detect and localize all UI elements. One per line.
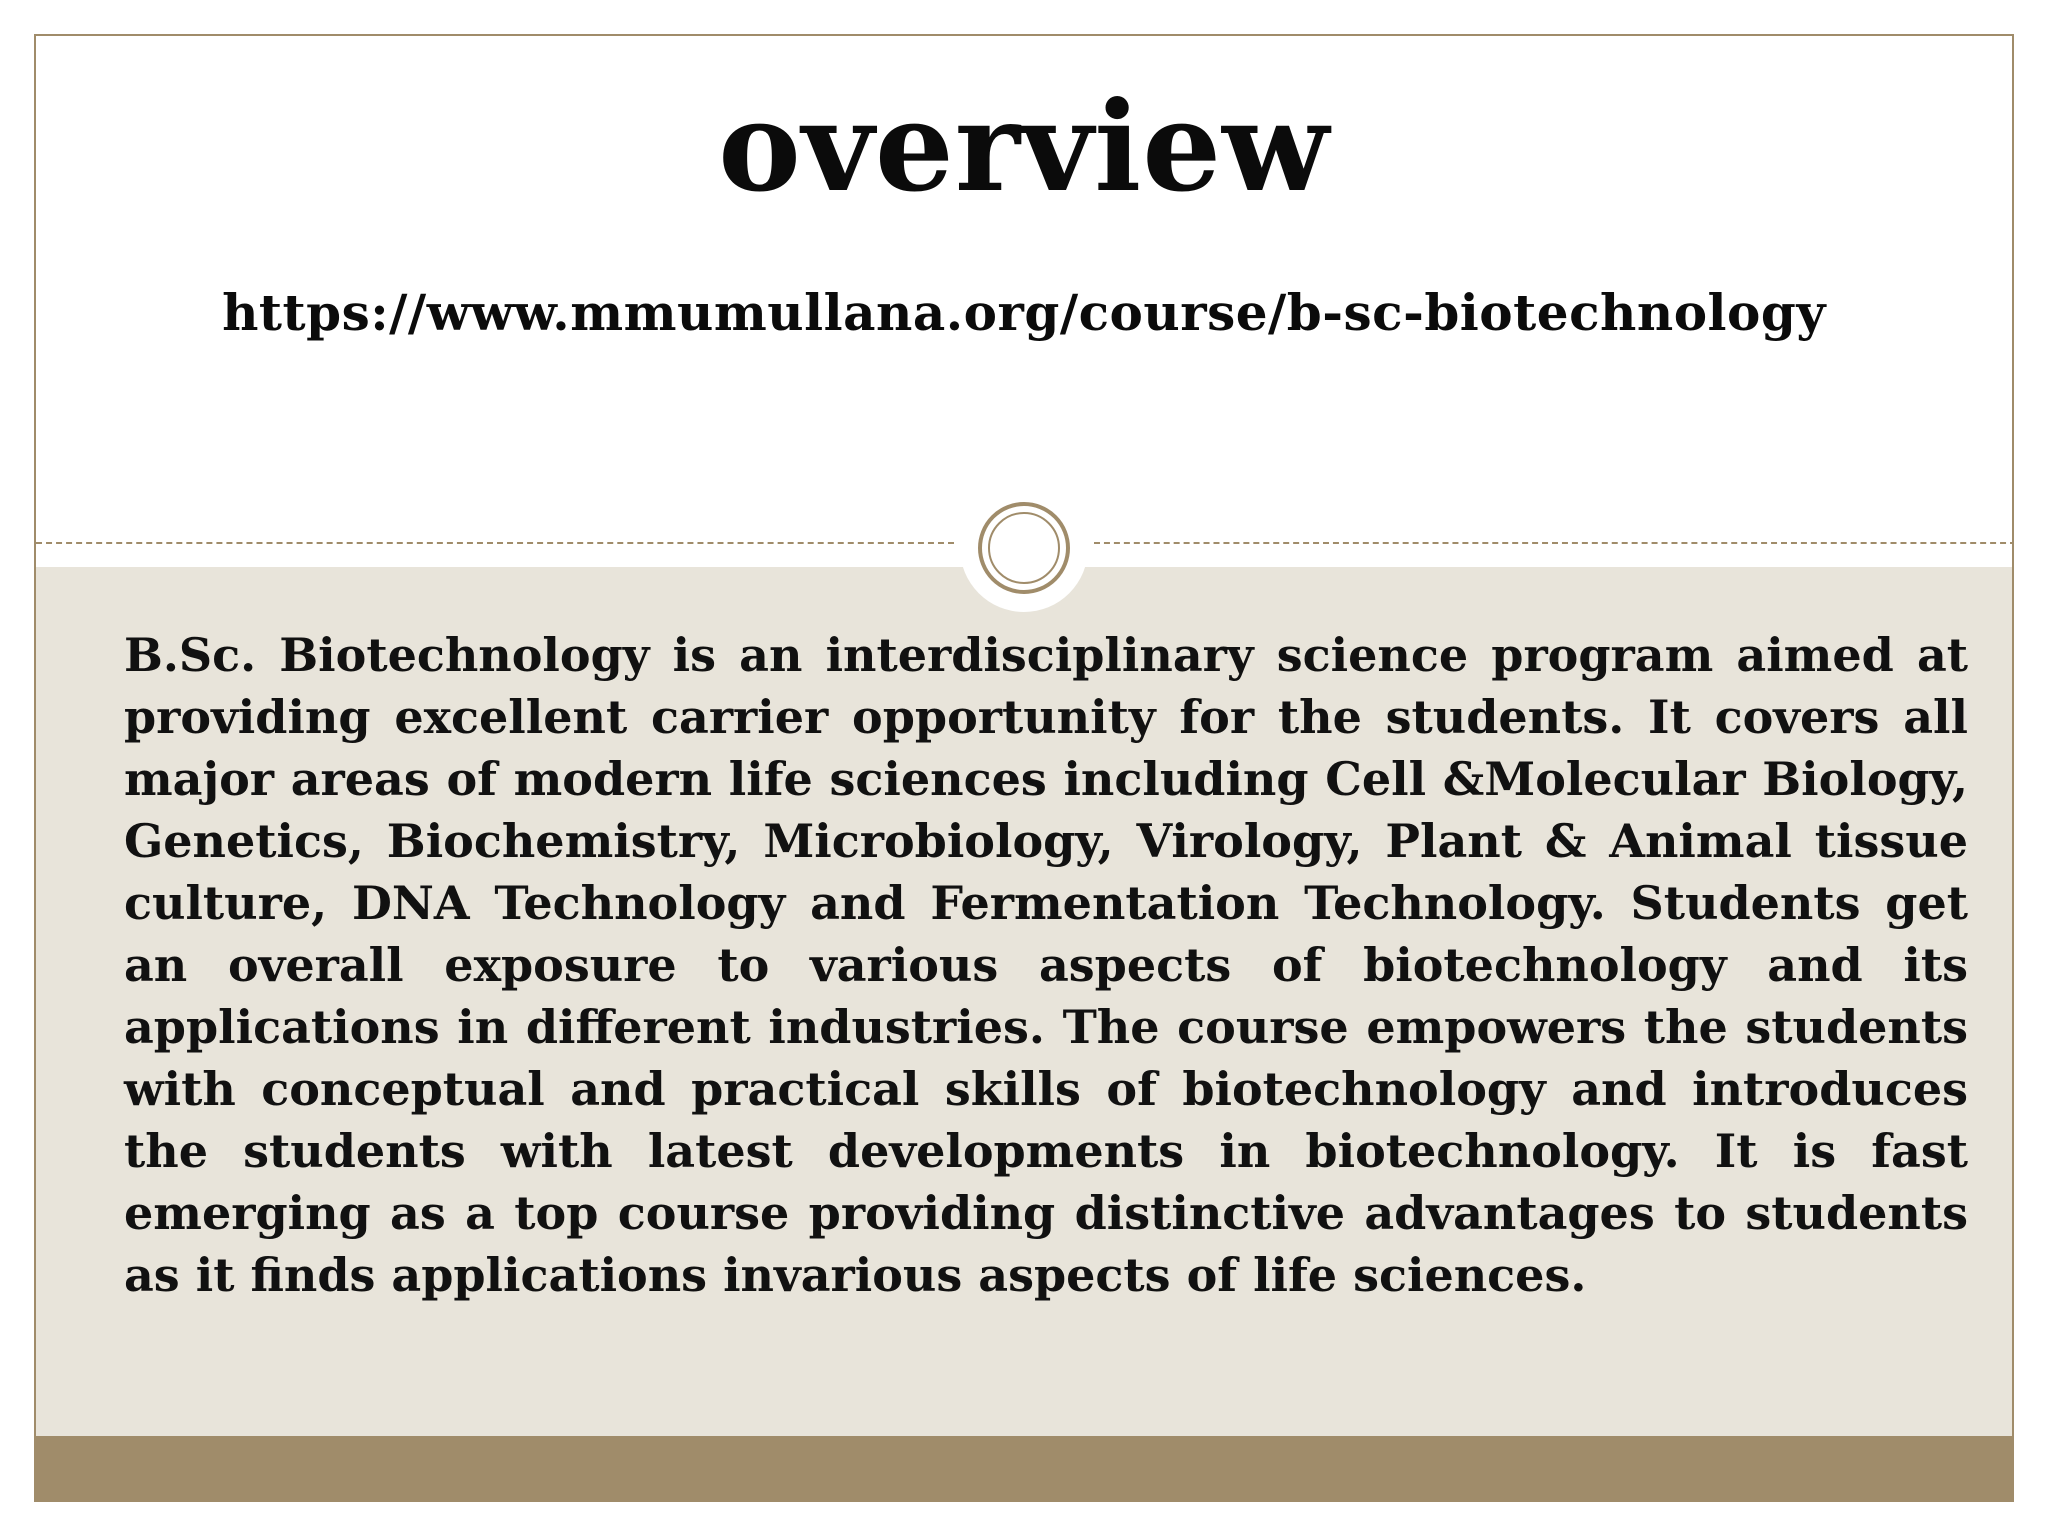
circle-ornament-icon xyxy=(978,502,1070,594)
slide-title: overview xyxy=(718,75,1330,220)
slide xyxy=(34,34,2014,1502)
course-url: https://www.mmumullana.org/course/b-sc-biotechnology xyxy=(222,283,1826,342)
body-paragraph: B.Sc. Biotechnology is an interdisciplinary science program aimed at providing excellent carrier opportunity for the students. It covers all major areas of modern life sciences including Cell &Molecular Biology, Genetics, Biochemistry, Microbiology, Virology, Plant & Animal tissue culture, DNA Technology and Fermentation Technology. Students get an overall exposure to various aspects of biotechnology and its applications in different industries. The course empowers the students with conceptual and practical skills of biotechnology and introduces the students with latest developments in biotechnology. It is fast emerging as a top course providing distinctive advantages to students as it finds applications invarious aspects of life sciences. xyxy=(124,628,1968,1302)
footer-bar xyxy=(36,1436,2012,1502)
divider-left xyxy=(36,542,954,544)
divider-right xyxy=(1094,542,2014,544)
